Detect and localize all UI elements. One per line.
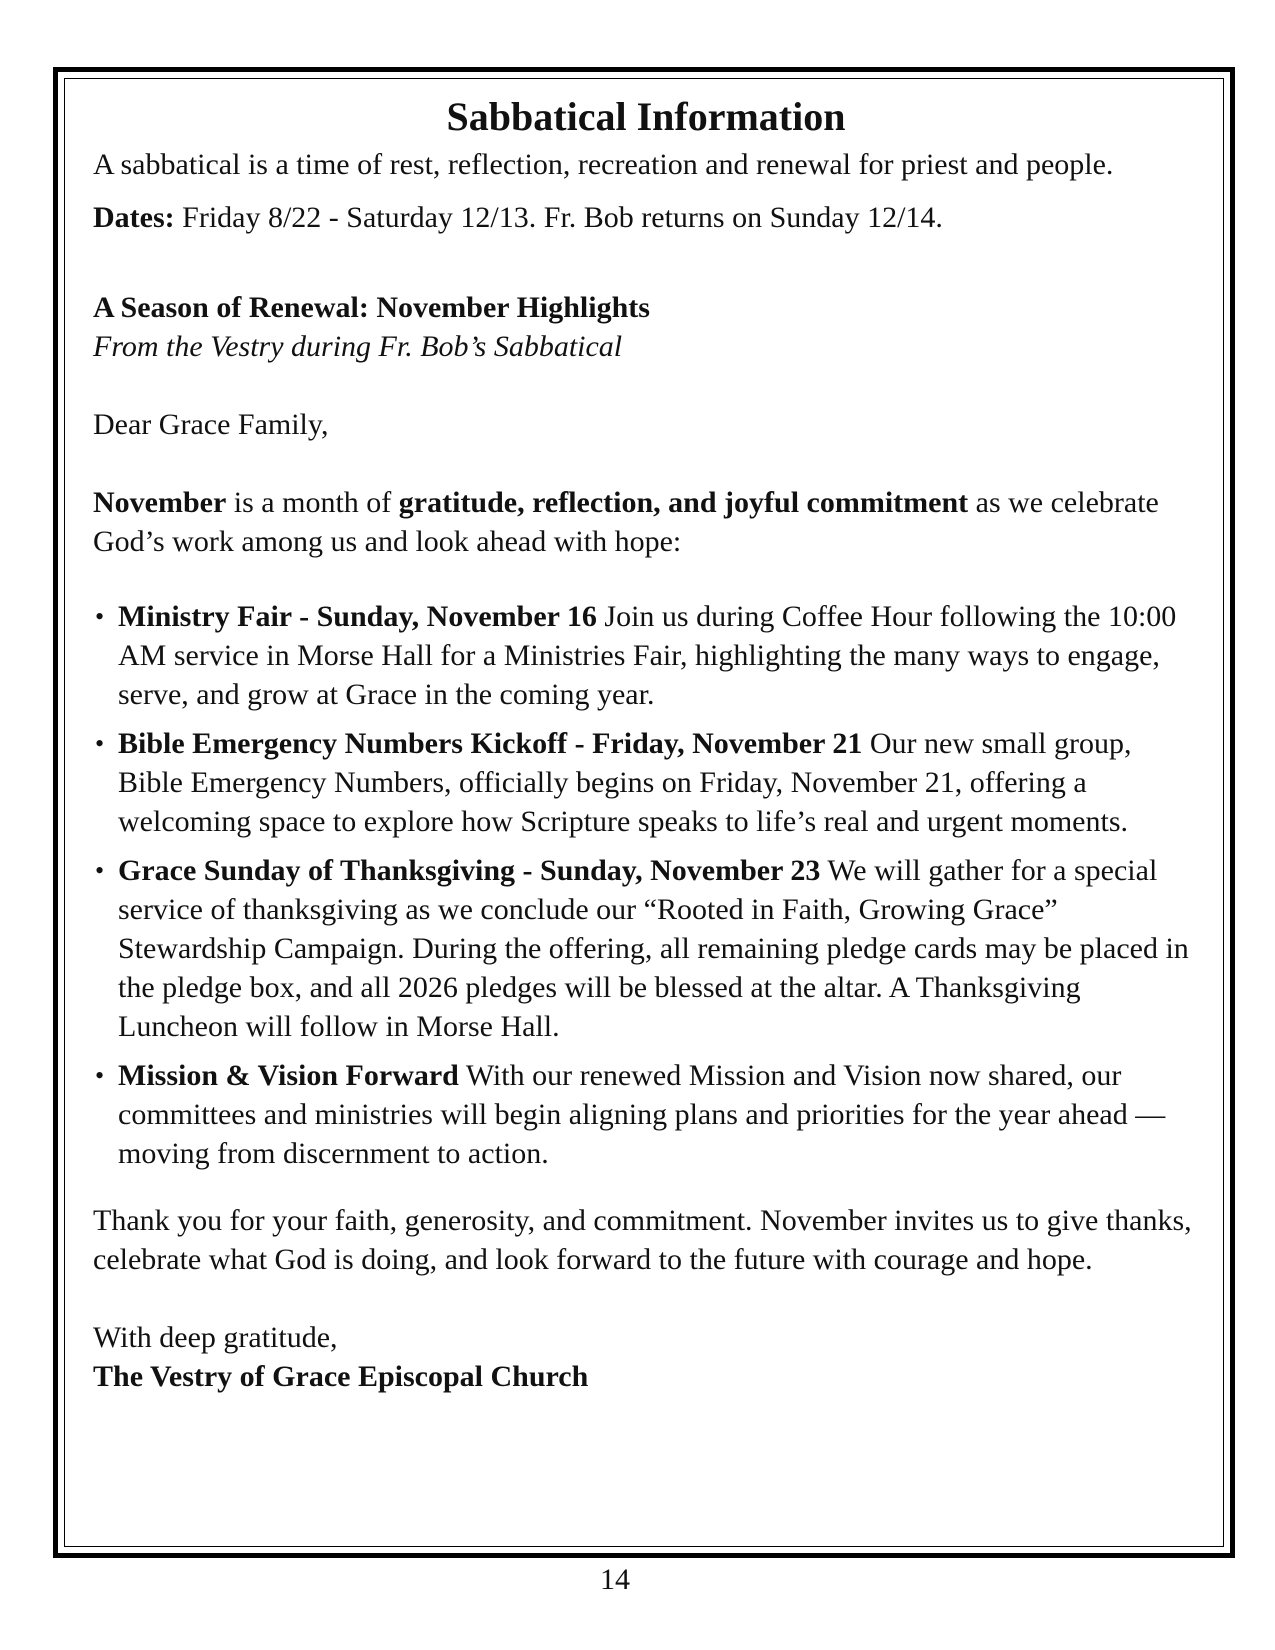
highlights-list: [93, 597, 1199, 1173]
bullet-icon: •: [95, 1061, 105, 1090]
section-heading: [93, 288, 1199, 327]
salutation: Dear Grace Family,: [93, 408, 329, 441]
list-item: [93, 851, 1199, 1046]
intro-bold-gratitude: gratitude, reflection, and joyful commitment: [398, 486, 969, 519]
dates-text: Friday 8/22 - Saturday 12/13. Fr. Bob returns on Sunday 12/14.: [174, 201, 943, 234]
item-title: Grace Sunday of Thanksgiving - Sunday, November 23: [118, 854, 821, 887]
item-text: With our renewed Mission and Vision now shared, our committees and ministries will begin aligning plans and priorities for the year ahead — moving from discernment to action.: [118, 1059, 1166, 1170]
list-item: [93, 1056, 1199, 1173]
signoff: With deep gratitude,: [93, 1321, 338, 1354]
item-text: Join us during Coffee Hour following the 10:00 AM service in Morse Hall for a Ministries Fair, highlighting the many ways to engage, serve, and grow at Grace in the coming year.: [118, 600, 1177, 711]
dates-label: Dates:: [93, 201, 175, 234]
list-item: [93, 597, 1199, 714]
intro-text-1: is a month of: [226, 486, 399, 519]
section-subheading-text: From the Vestry during Fr. Bob’s Sabbatical: [93, 330, 623, 363]
content-box: [64, 78, 1224, 1547]
page-border: [53, 67, 1235, 1558]
bullet-icon: •: [95, 856, 105, 885]
item-title: Mission & Vision Forward: [118, 1059, 459, 1092]
signature-text: The Vestry of Grace Episcopal Church: [93, 1360, 589, 1393]
item-text: Our new small group, Bible Emergency Numbers, officially begins on Friday, November 21, offering a welcoming space to explore how Scripture speaks to life’s real and urgent moments.: [118, 727, 1132, 838]
intro-bold-november: November: [93, 486, 227, 519]
page-title: Sabbatical Information: [446, 94, 846, 139]
closing-paragraph: Thank you for your faith, generosity, and commitment. November invites us to give thanks, celebrate what God is doing, and look forward to the future with courage and hope.: [93, 1204, 1192, 1276]
section-heading-text: A Season of Renewal: November Highlights: [93, 291, 650, 324]
signature: [93, 1357, 1199, 1396]
item-title: Ministry Fair - Sunday, November 16: [118, 600, 597, 633]
dates-line: [93, 198, 1199, 237]
bullet-icon: •: [95, 729, 105, 758]
item-text: We will gather for a special service of thanksgiving as we conclude our “Rooted in Faith, Growing Grace” Stewardship Campaign. During the offering, all remaining pledge cards may be placed in the pledge box, and all 2026 pledges will be blessed at the altar. A Thanksgiving Luncheon will follow in Morse Hall.: [118, 854, 1189, 1043]
letter-intro: [93, 483, 1199, 561]
intro-text-2: as we celebrate God’s work among us and look ahead with hope:: [93, 486, 1159, 558]
intro-paragraph: A sabbatical is a time of rest, reflection, recreation and renewal for priest and people.: [93, 148, 1114, 181]
section-subheading: [93, 327, 1199, 366]
page-number: 14: [600, 1563, 630, 1596]
item-title: Bible Emergency Numbers Kickoff - Friday, November 21: [118, 727, 863, 760]
bullet-icon: •: [95, 602, 105, 631]
list-item: [93, 724, 1199, 841]
